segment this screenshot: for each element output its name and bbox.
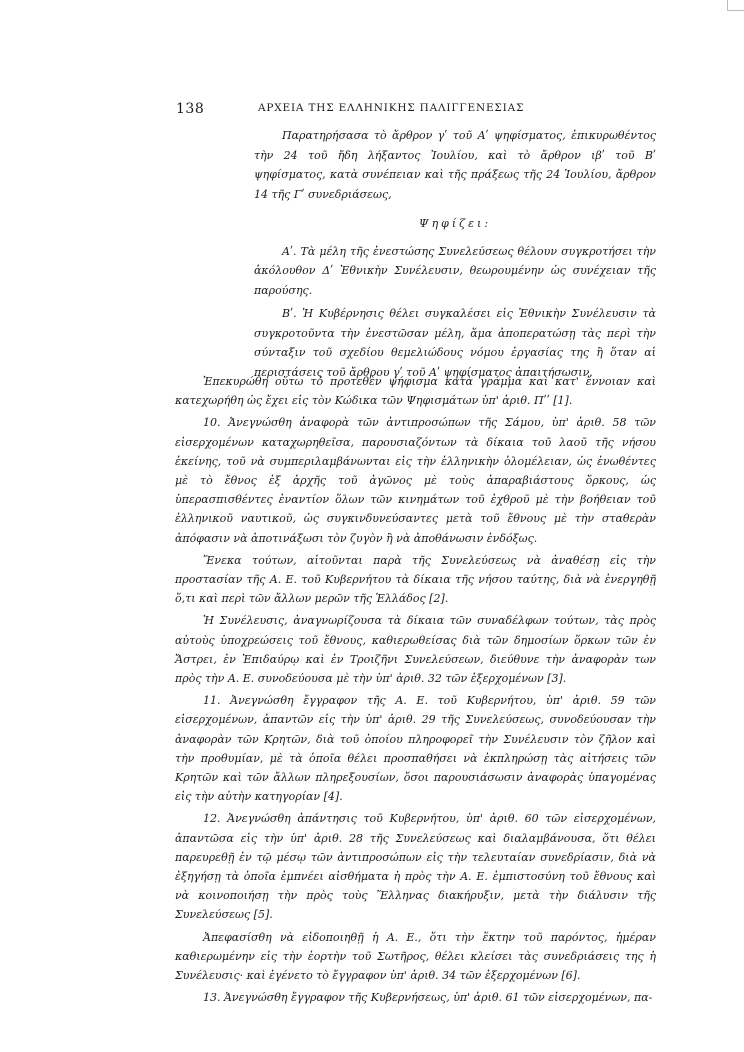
decree-point-b: Βʹ. Ἡ Κυβέρνησις θέλει συγκαλέσει εἰς Ἐθνικὴν Συνέλευσιν τὰ συγκροτοῦντα τὴν ἐνεστῶσαν μέλη, ἅμα ἀποπερατώσῃ τὰς περὶ τὴν σύνταξιν τοῦ σχεδίου θεμελιώδους νόμου ἐργασίας της ἢ ὅταν αἱ περιστάσεις τοῦ ἄρθρου γʹ τοῦ Αʹ ψηφίσματος ἀπαιτήσωσιν.	[254, 307, 656, 379]
page-number: 138	[176, 101, 205, 117]
paragraph-samos-request: Ἕνεκα τούτων, αἰτοῦνται παρὰ τῆς Συνελεύσεως νὰ ἀναθέσῃ εἰς τὴν προστασίαν τῆς Α. Ε. τοῦ Κυβερνήτου τὰ δίκαια τῆς νήσου ταύτης, διὰ νὰ ἐνεργηθῇ ὅ,τι καὶ περὶ τῶν ἄλλων μερῶν τῆς Ἑλλάδος [2].	[175, 553, 656, 606]
body-text	[175, 372, 656, 1011]
motion-block	[254, 126, 656, 386]
page-corner-mark	[727, 0, 744, 11]
paragraph-ratification: Ἐπεκυρώθη οὕτω τὸ προτεθὲν ψήφισμα κατὰ γράμμα καὶ κατ' ἔννοιαν καὶ κατεχωρήθη ὡς ἔχει εἰς τὸν Κώδικα τῶν Ψηφισμάτων ὑπ' ἀριθ. Πʹʹ [1].	[175, 375, 656, 408]
paragraph-assembly-response: Ἡ Συνέλευσις, ἀναγνωρίζουσα τὰ δίκαια τῶν συναδέλφων τούτων, τὰς πρὸς αὐτοὺς ὑποχρεώσεις τοῦ ἔθνους, καθιερωθείσας διὰ τῶν δημοσίων ὅρκων τῶν ἐν Ἄστρει, ἐν Ἐπιδαύρῳ καὶ ἐν Τροιζῆνι Συνελεύσεων, διεύθυνε τὴν ἀναφορὰν των πρὸς τὴν Α. Ε. συνοδεύουσα μὲ τὴν ὑπ' ἀριθ. 32 τῶν ἐξερχομένων [3].	[175, 614, 656, 686]
paragraph-decision: Ἀπεφασίσθη νὰ εἰδοποιηθῇ ἡ Α. Ε., ὅτι τὴν ἕκτην τοῦ παρόντος, ἡμέραν καθιερωμένην εἰς τὴν ἑορτὴν τοῦ Σωτῆρος, θέλει κλείσει τὰς συνεδριάσεις της ἡ Συνέλευσις· καὶ ἐγένετο τὸ ἔγγραφον ὑπ' ἀριθ. 34 τῶν ἐξερχομένων [6].	[175, 930, 656, 983]
paragraph-item-11: 11. Ἀνεγνώσθη ἔγγραφον τῆς Α. Ε. τοῦ Κυβερνήτου, ὑπ' ἀριθ. 59 τῶν εἰσερχομένων, ἀπαντῶν εἰς τὴν ὑπ' ἀριθ. 29 τῆς Συνελεύσεως, συνοδεύουσαν τὴν ἀναφορὰν τῶν Κρητῶν, διὰ τοῦ ὁποίου πληροφορεῖ τὴν Συνέλευσιν τὸν ζῆλον καὶ τὴν προθυμίαν, μὲ τὰ ὁποῖα θέλει προσπαθήσει νὰ ἐκπληρώσῃ τὰς αἰτήσεις τῶν Κρητῶν καὶ τῶν ἄλλων πληρεξουσίων, ὅσοι παρουσιάσωσιν ἀναφορὰς ὑπαγομένας εἰς τὴν αὐτὴν κατηγορίαν [4].	[175, 694, 656, 804]
running-title: ΑΡΧΕΙΑ ΤΗΣ ΕΛΛΗΝΙΚΗΣ ΠΑΛΙΓΓΕΝΕΣΙΑΣ	[258, 102, 525, 114]
motion-preamble: Παρατηρήσασα τὸ ἄρθρον γʹ τοῦ Αʹ ψηφίσματος, ἐπικυρωθέντος τὴν 24 τοῦ ἤδη λήξαντος Ἰουλίου, καὶ τὸ ἄρθρον ιβʹ τοῦ Βʹ ψηφίσματος, κατὰ συνέπειαν καὶ τῆς πράξεως τῆς 24 Ἰουλίου, ἄρθρον 14 τῆς Γʹ συνεδριάσεως,	[254, 129, 656, 201]
paragraph-item-10: 10. Ἀνεγνώσθη ἀναφορὰ τῶν ἀντιπροσώπων τῆς Σάμου, ὑπ' ἀριθ. 58 τῶν εἰσερχομένων καταχωρηθεῖσα, παρουσιαζόντων τὰ δίκαια τοῦ λαοῦ τῆς νήσου ἐκείνης, τοῦ νὰ συμπεριλαμβάνωνται εἰς τὴν ἑλληνικὴν ὁλομέλειαν, ὡς ἑνωθέντες μὲ τὸ ἔθνος ἐξ ἀρχῆς τοῦ ἀγῶνος μὲ τοὺς ἀπαραβιάστους ὅρκους, ὡς ὑπερασπισθέντες ἐναντίον ὅλων τῶν κινημάτων τοῦ ἐχθροῦ μὲ τὴν βοήθειαν τοῦ ἑλληνικοῦ ναυτικοῦ, ὡς συγκινδυνεύσαντες μετὰ τοῦ ἔθνους μὲ τὴν σταθερὰν ἀπόφασιν νὰ ἀποτινάξωσι τὸν ζυγὸν ἢ νὰ ἀποθάνωσιν ἐνδόξως.	[175, 416, 656, 545]
decree-point-a: Αʹ. Τὰ μέλη τῆς ἐνεστώσης Συνελεύσεως θέλουν συγκροτήσει τὴν ἀκόλουθον Δʹ Ἐθνικὴν Συνέλευσιν, θεωρουμένην ὡς συνέχειαν τῆς παρούσης.	[254, 244, 656, 297]
decree-heading: Ψηφίζει:	[418, 217, 492, 230]
paragraph-item-13: 13. Ἀνεγνώσθη ἔγγραφον τῆς Κυβερνήσεως, ὑπ' ἀριθ. 61 τῶν εἰσερχομένων, πα-	[203, 991, 653, 1005]
paragraph-item-12: 12. Ἀνεγνώσθη ἀπάντησις τοῦ Κυβερνήτου, ὑπ' ἀριθ. 60 τῶν εἰσερχομένων, ἀπαντῶσα εἰς τὴν ὑπ' ἀριθ. 28 τῆς Συνελεύσεως καὶ διαλαμβάνουσα, ὅτι θέλει παρευρεθῇ ἐν τῷ μέσῳ τῶν ἀντιπροσώπων εἰς τὴν τελευταίαν συνεδρίασιν, διὰ νὰ ἐξηγήσῃ τὰ ὁποῖα ἐμπνέει αἰσθήματα ἡ πρὸς τὴν Α. Ε. ἐμπιστοσύνη τοῦ ἔθνους καὶ νὰ κοινοποιήσῃ τὴν πρὸς τοὺς Ἕλληνας διακήρυξιν, μετὰ τὴν διάλυσιν τῆς Συνελεύσεως [5].	[175, 812, 656, 922]
